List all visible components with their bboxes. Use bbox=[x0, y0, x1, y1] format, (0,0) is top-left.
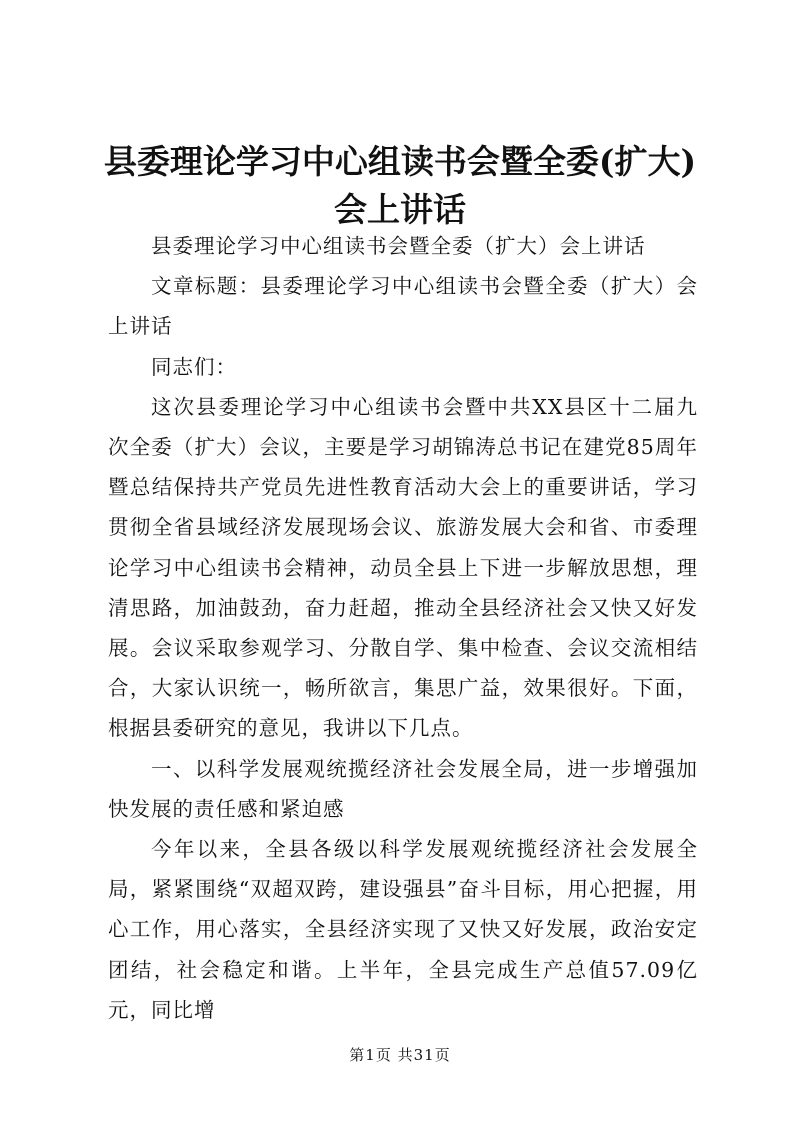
paragraph-intro: 这次县委理论学习中心组读书会暨中共XX县区十二届九次全委（扩大）会议，主要是学习胡锦涛总书记在建党85周年暨总结保持共产党员先进性教育活动大会上的重要讲话，学习贯彻全省县域经济发展现场会议、旅游发展大会和省、市委理论学习中心组读书会精神，动员全县上下进一步解放思想，理清思路，加油鼓劲，奋力赶超，推动全县经济社会又快又好发展。会议采取参观学习、分散自学、集中检查、会议交流相结合，大家认识统一，畅所欲言，集思广益，效果很好。下面，根据县委研究的意见，我讲以下几点。 bbox=[108, 394, 698, 741]
paragraph-subtitle: 县委理论学习中心组读书会暨全委（扩大）会上讲话 bbox=[151, 234, 646, 258]
paragraph-salutation: 同志们： bbox=[151, 354, 238, 379]
document-body bbox=[108, 226, 698, 1030]
paragraph-article-title: 文章标题：县委理论学习中心组读书会暨全委（扩大）会上讲话 bbox=[108, 274, 698, 339]
document-title: 县委理论学习中心组读书会暨全委(扩大)会上讲话 bbox=[103, 142, 697, 229]
page-number-footer: 第1页 共31页 bbox=[349, 1046, 451, 1064]
section-heading-1: 一、以科学发展观统揽经济社会发展全局，进一步增强加快发展的责任感和紧迫感 bbox=[108, 756, 698, 821]
paragraph-section-1: 今年以来，全县各级以科学发展观统揽经济社会发展全局，紧紧围绕“双超双跨，建设强县”奋斗目标，用心把握，用心工作，用心落实，全县经济实现了又快又好发展，政治安定团结，社会稳定和谐。上半年，全县完成生产总值57.09亿元，同比增 bbox=[108, 837, 698, 1022]
